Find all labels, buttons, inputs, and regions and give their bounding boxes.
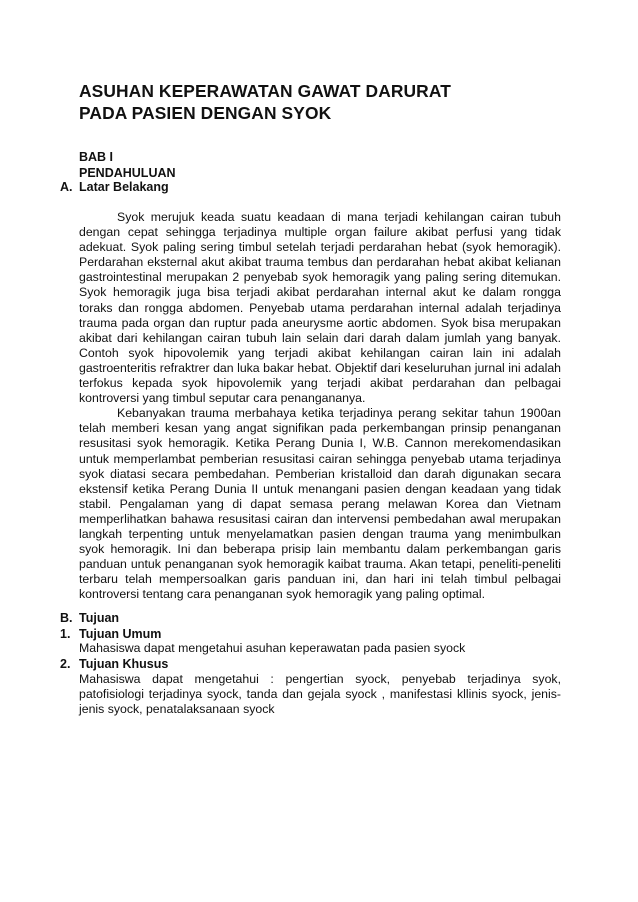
subsection-title: Tujuan Khusus bbox=[79, 657, 169, 671]
chapter-label: BAB I bbox=[79, 150, 114, 164]
tujuan-umum-text: Mahasiswa dapat mengetahui asuhan keperawatan pada pasien syock bbox=[79, 641, 466, 655]
chapter-name: PENDAHULUAN bbox=[79, 165, 176, 180]
section-number: A. bbox=[60, 180, 73, 194]
title-line-2: PADA PASIEN DENGAN SYOK bbox=[79, 103, 332, 123]
document-title bbox=[79, 80, 579, 124]
section-title: Tujuan bbox=[79, 611, 120, 625]
tujuan-khusus-text: Mahasiswa dapat mengetahui : pengertian syock, penyebab terjadinya syok, patofisiologi terjadinya syock, tanda dan gejala syock , manifestasi kllinis syock, jenis-jenis syock, penatalaksanaan syock bbox=[79, 672, 561, 717]
subsection-number: 1. bbox=[60, 627, 71, 641]
subsection-title: Tujuan Umum bbox=[79, 627, 162, 641]
title-line-1: ASUHAN KEPERAWATAN GAWAT DARURAT bbox=[79, 81, 451, 101]
section-number: B. bbox=[60, 611, 73, 625]
subsection-number: 2. bbox=[60, 657, 71, 671]
paragraph-2: Kebanyakan trauma merbahaya ketika terjadinya perang sekitar tahun 1900an telah memberi kesan yang angat signifikan pada perkembangan prinsip penanganan resusitasi syok hemoragik. Ketika Perang Dunia I, W.B. Cannon merekomendasikan untuk memperlambat pemberian resusitasi cairan sehingga penyebab utama terjadinya syok diatasi secara pembedahan. Pemberian kristalloid dan darah digunakan secara ekstensif ketika Perang Dunia II untuk menangani pasien dengan keadaan yang tidak stabil. Pengalaman yang di dapat semasa perang melawan Korea dan Vietnam memperlihatkan bahawa resusitasi cairan dan intervensi pembedahan awal merupakan langkah terpenting untuk menyelamatkan pasien dengan trauma yang menimbulkan syok hemoragik. Ini dan beberapa prisip lain membantu dalam perkembangan garis panduan untuk penanganan syok hemoragik kaibat trauma. Akan tetapi, peneliti-peneliti terbaru telah mempersoalkan garis panduan ini, dan hari ini telah timbul pelbagai kontroversi tentang cara penanganan syok hemoragik yang paling optimal. bbox=[79, 406, 561, 602]
chapter-heading bbox=[79, 150, 176, 181]
subsection-heading-tujuan-khusus bbox=[60, 656, 168, 672]
section-title: Latar Belakang bbox=[79, 180, 169, 194]
section-heading-b bbox=[60, 610, 119, 626]
section-heading-a bbox=[60, 179, 169, 195]
paragraph-1: Syok merujuk keada suatu keadaan di mana terjadi kehilangan cairan tubuh dengan cepat sehingga terjadinya multiple organ failure akibat perfusi yang tidak adekuat. Syok paling sering timbul setelah terjadi perdarahan hebat (syok hemoragik). Perdarahan eksternal akut akibat trauma tembus dan perdarahan hebat akibat kelianan gastrointestinal merupakan 2 penyebab syok hemoragik yang paling sering ditemukan. Syok hemoragik juga bisa terjadi akibat perdarahan internal akut ke dalam rongga toraks dan rongga abdomen. Penyebab utama perdarahan internal adalah terjadinya trauma pada organ dan ruptur pada aneurysme aortic abdomen. Syok bisa merupakan akibat dari kehilangan cairan tubuh lain selain dari darah dalam jumlah yang banyak. Contoh syok hipovolemik yang terjadi akibat kehilangan cairan lain ini adalah gastroenteritis refraktrer dan luka bakar hebat. Objektif dari keseluruhan jurnal ini adalah terfokus kepada syok hipovolemik yang terjadi akibat perdarahan dan pelbagai kontroversi yang timbul seputar cara penangananya. bbox=[79, 210, 561, 406]
latar-belakang-text bbox=[79, 210, 561, 602]
subsection-heading-tujuan-umum bbox=[60, 626, 161, 642]
